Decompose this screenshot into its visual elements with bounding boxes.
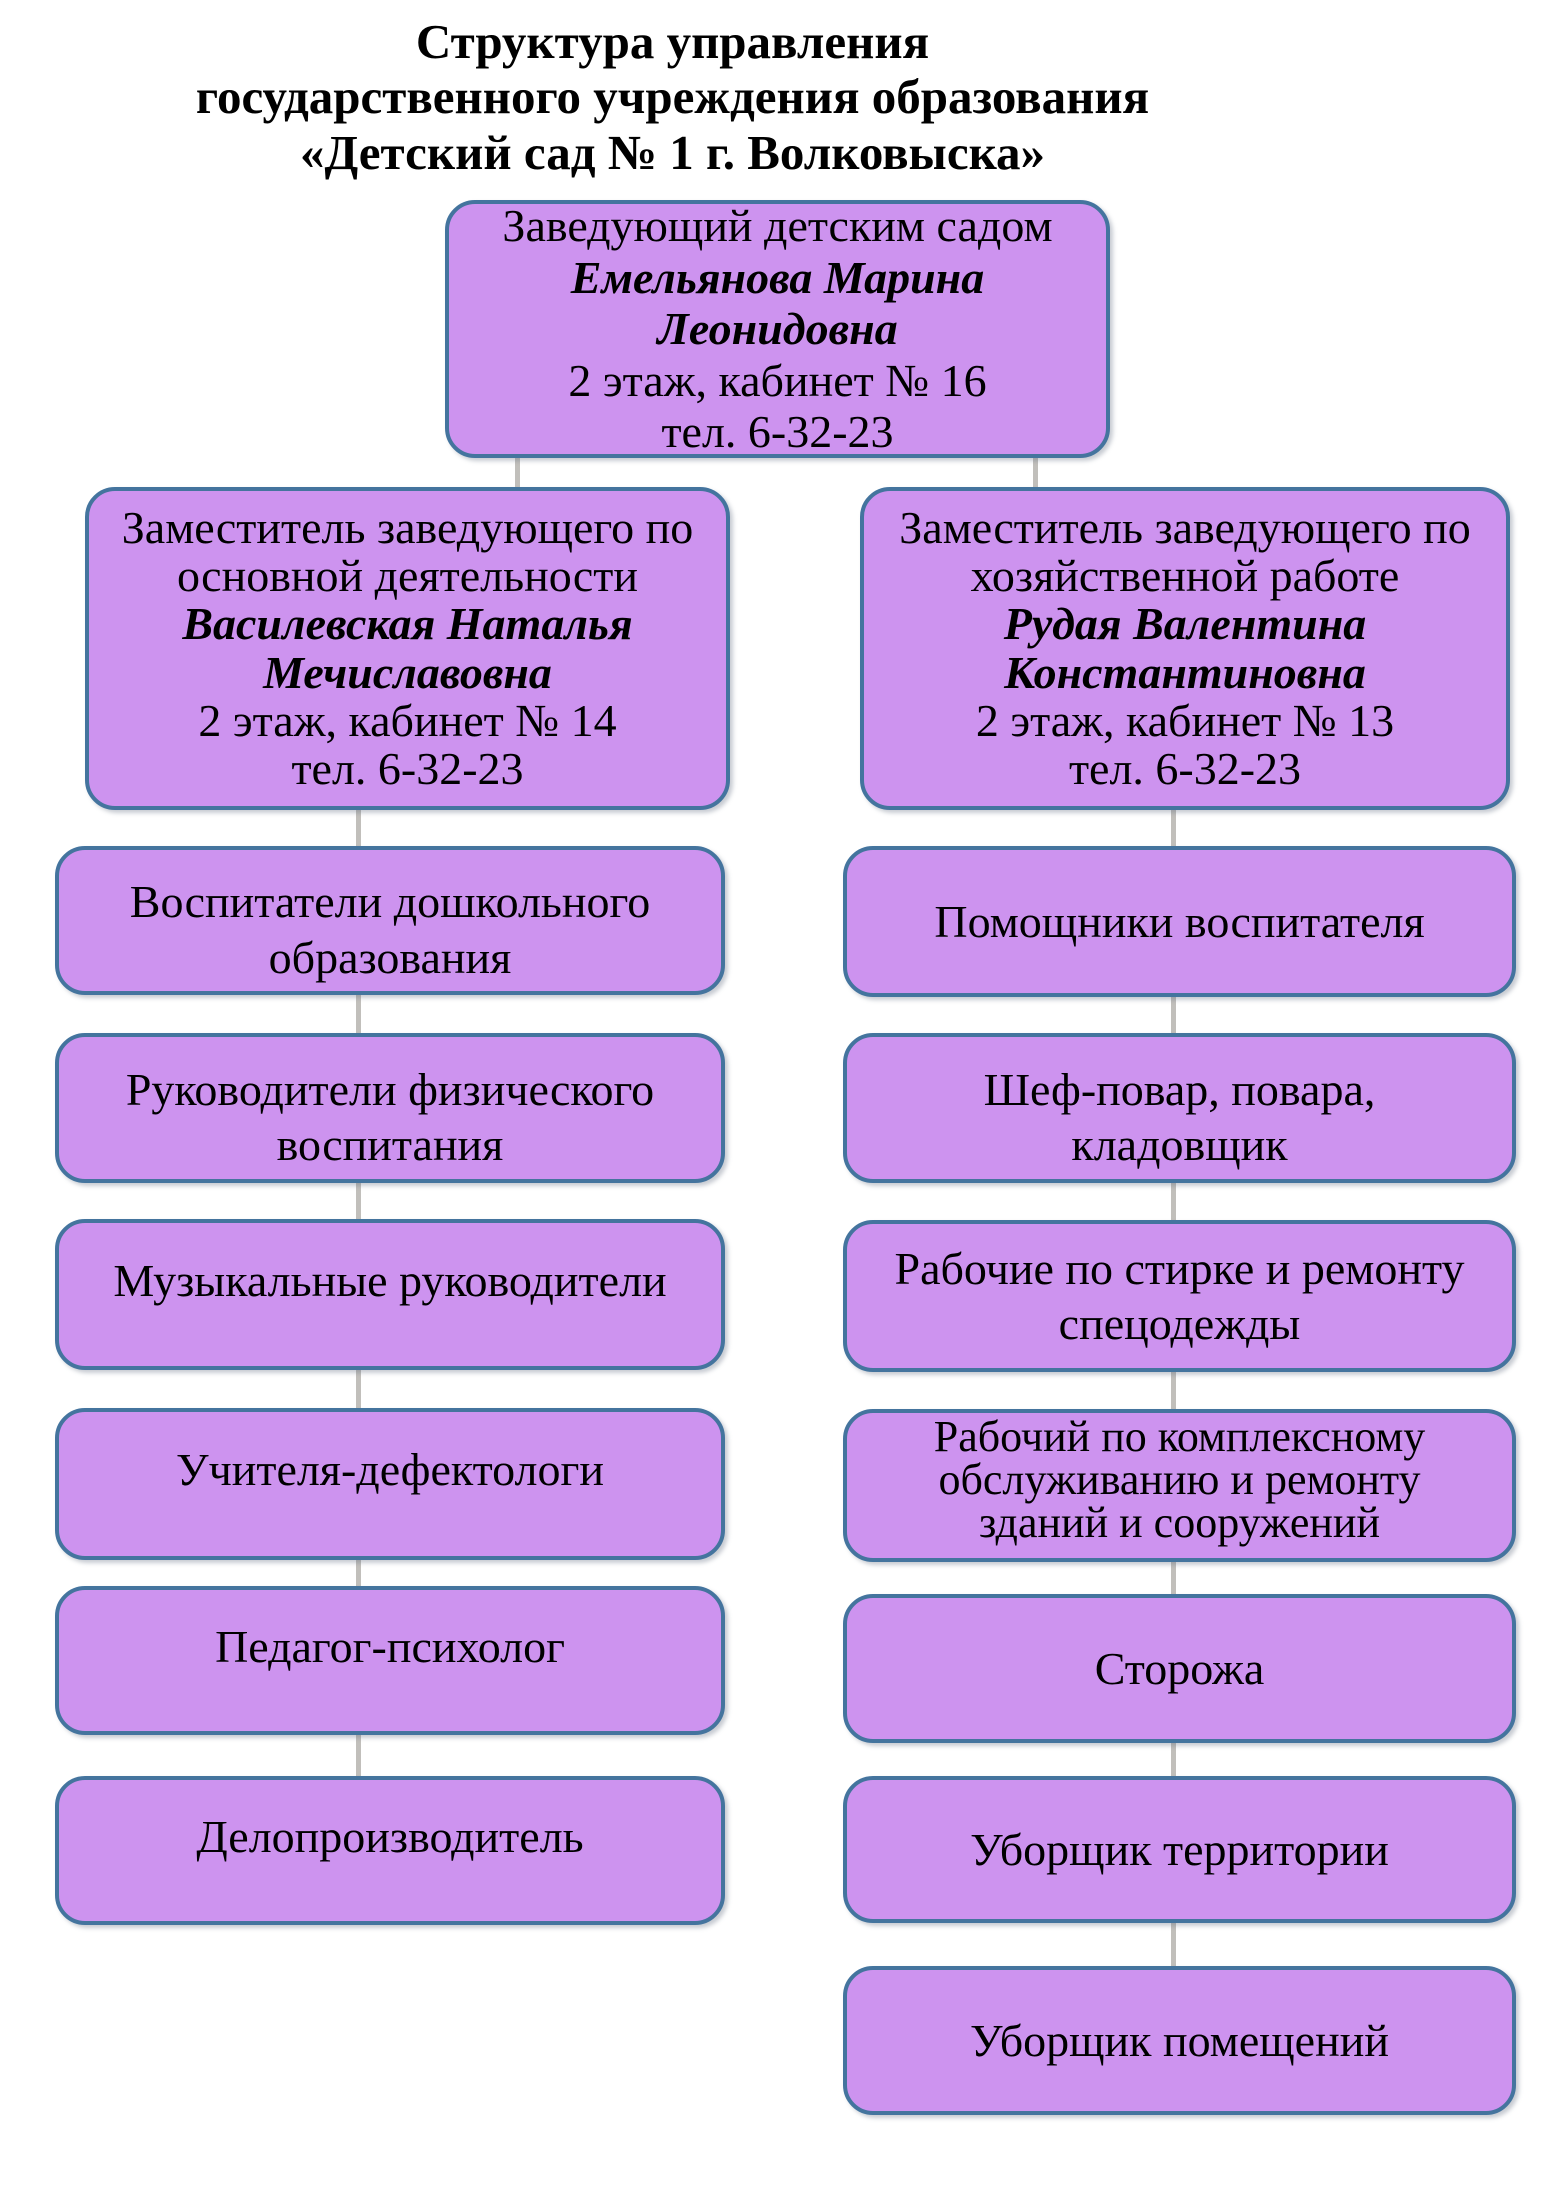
connector-left-1 xyxy=(356,809,361,847)
deputy-household-role-line-1: Заместитель заведующего по xyxy=(899,501,1471,553)
org-box-chef-cooks-storekeeper xyxy=(843,1033,1516,1183)
box-label-line: Музыкальные руководители xyxy=(113,1254,667,1306)
head-phone: тел. 6-32-23 xyxy=(661,406,894,458)
connector-left-6 xyxy=(356,1734,361,1776)
head-role: Заведующий детским садом xyxy=(502,200,1053,252)
box-label-line: кладовщик xyxy=(1071,1119,1288,1170)
connector-left-4 xyxy=(356,1369,361,1408)
head-name-line-1: Емельянова Марина xyxy=(570,251,985,303)
org-box-music-leaders xyxy=(55,1219,725,1370)
connector-right-7 xyxy=(1171,1922,1176,1966)
org-box-premises-cleaner xyxy=(843,1966,1516,2115)
deputy-main-phone: тел. 6-32-23 xyxy=(291,743,524,795)
connector-left-5 xyxy=(356,1557,361,1586)
org-box-preschool-teachers xyxy=(55,846,725,995)
org-box-physical-education-leaders xyxy=(55,1033,725,1183)
box-label-line: Помощники воспитателя xyxy=(934,895,1425,947)
box-label-line: воспитания xyxy=(276,1119,504,1170)
box-label-line: обслуживанию и ремонту xyxy=(938,1455,1421,1505)
org-box-watchmen xyxy=(843,1594,1516,1743)
connector-right-3 xyxy=(1171,1182,1176,1220)
org-box-deputy-household xyxy=(860,487,1510,810)
head-location: 2 этаж, кабинет № 16 xyxy=(568,354,987,406)
deputy-household-location: 2 этаж, кабинет № 13 xyxy=(975,694,1395,746)
connector-left-2 xyxy=(356,994,361,1033)
connector-right-5 xyxy=(1171,1561,1176,1594)
org-box-clerk xyxy=(55,1776,725,1925)
deputy-main-name-line-1: Василевская Наталья xyxy=(182,598,633,650)
box-label-line: Делопроизводитель xyxy=(196,1810,584,1862)
deputy-main-name-line-2: Мечиславовна xyxy=(263,646,552,698)
box-label-line: Учителя-дефектологи xyxy=(176,1444,604,1496)
box-label-line: Шеф-повар, повара, xyxy=(983,1063,1376,1115)
box-label-line: Педагог-психолог xyxy=(215,1620,565,1672)
org-box-laundry-workers xyxy=(843,1220,1516,1372)
connector-head-deputy-main xyxy=(515,455,520,489)
deputy-main-role-line-1: Заместитель заведующего по xyxy=(121,501,694,553)
org-box-deputy-main xyxy=(85,487,730,810)
box-label-line: спецодежды xyxy=(1058,1298,1301,1349)
chart-title-line-3: «Детский сад № 1 г. Волковыска» xyxy=(299,124,1046,180)
deputy-main-role-line-2: основной деятельности xyxy=(177,549,638,601)
org-box-head xyxy=(445,200,1110,458)
box-label-line: Уборщик территории xyxy=(970,1823,1389,1875)
box-label-line: Руководители физического xyxy=(125,1063,655,1115)
box-label-line: Сторожа xyxy=(1094,1642,1265,1694)
deputy-household-role-line-2: хозяйственной работе xyxy=(970,549,1400,601)
chart-title-line-2: государственного учреждения образования xyxy=(195,69,1150,125)
box-label-line: Рабочий по комплексному xyxy=(933,1412,1426,1462)
connector-right-4 xyxy=(1171,1371,1176,1409)
box-label-line: Уборщик помещений xyxy=(970,2014,1389,2066)
deputy-household-name-line-1: Рудая Валентина xyxy=(1003,598,1367,650)
connector-right-6 xyxy=(1171,1742,1176,1776)
org-box-teacher-assistants xyxy=(843,846,1516,997)
org-box-defectologist-teachers xyxy=(55,1408,725,1560)
connector-right-1 xyxy=(1171,809,1176,846)
org-box-territory-cleaner xyxy=(843,1776,1516,1923)
head-name-line-2: Леонидовна xyxy=(657,303,898,355)
org-box-pedagogue-psychologist xyxy=(55,1586,725,1735)
box-label-line: Рабочие по стирке и ремонту xyxy=(894,1242,1465,1294)
deputy-household-phone: тел. 6-32-23 xyxy=(1068,743,1302,795)
deputy-main-location: 2 этаж, кабинет № 14 xyxy=(198,694,617,746)
box-label-line: зданий и сооружений xyxy=(978,1497,1381,1547)
org-box-maintenance-worker xyxy=(843,1409,1516,1562)
chart-title-line-1: Структура управления xyxy=(415,14,930,69)
deputy-household-name-line-2: Константиновна xyxy=(1004,646,1366,698)
box-label-line: образования xyxy=(268,931,512,983)
connector-right-2 xyxy=(1171,996,1176,1033)
chart-title xyxy=(0,14,1345,180)
box-label-line: Воспитатели дошкольного xyxy=(129,876,651,928)
connector-head-deputy-household xyxy=(1033,455,1038,489)
connector-left-3 xyxy=(356,1182,361,1220)
